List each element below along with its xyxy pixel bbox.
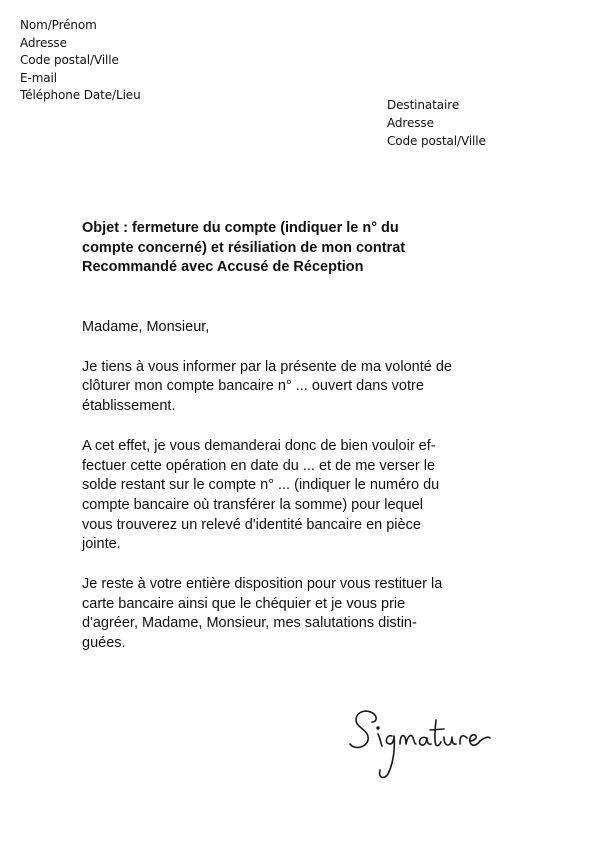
sender-name: Nom/Prénom [20, 18, 97, 32]
body-line: vous trouverez un relevé d'identité bancaire en pièce [82, 516, 421, 533]
sender-block [20, 17, 141, 105]
salutation-text: Madame, Monsieur, [82, 319, 210, 335]
paragraph-closing [82, 575, 452, 654]
body-line: fectuer cette opération en date du ... et de me verser le [82, 457, 436, 474]
body-line: guées. [82, 635, 126, 652]
sender-address: Adresse [20, 35, 67, 50]
sender-postal-city: Code postal/Ville [20, 53, 119, 67]
body-line: A cet effet, je vous demanderai donc de bien vouloir ef- [82, 437, 436, 454]
recipient-block [387, 96, 486, 150]
body-line: jointe. [82, 536, 121, 553]
object-line: Objet : fermeture du compte (indiquer le n° du [82, 220, 399, 236]
sender-email: E-mail [20, 70, 58, 85]
letter-body [82, 318, 452, 674]
body-line: Je reste à votre entière disposition pour vous restituer la [82, 576, 443, 593]
body-line: Je tiens à vous informer par la présente de ma volonté de [82, 358, 452, 375]
letter-object [82, 219, 405, 278]
recipient-address: Adresse [387, 116, 434, 130]
handwritten-signature [344, 700, 494, 790]
object-line: compte concerné) et résiliation de mon contrat [82, 239, 406, 256]
salutation [82, 318, 452, 338]
body-line: clôturer mon compte bancaire n° ... ouvert dans votre [82, 378, 424, 395]
body-line: d'agréer, Madame, Monsieur, mes salutations distin- [82, 615, 417, 632]
body-line: compte bancaire où transférer la somme) pour lequel [82, 496, 423, 513]
paragraph-request [82, 437, 452, 555]
body-line: carte bancaire ainsi que le chéquier et je vous prie [82, 595, 406, 612]
paragraph-intent [82, 358, 452, 417]
recipient-name: Destinataire [387, 98, 460, 112]
sender-phone-date-place: Téléphone Date/Lieu [20, 88, 141, 102]
recipient-postal-city: Code postal/Ville [387, 134, 486, 148]
object-line: Recommandé avec Accusé de Réception [82, 259, 364, 275]
body-line: solde restant sur le compte n° ... (indiquer le numéro du [82, 477, 440, 494]
body-line: établissement. [82, 398, 176, 415]
